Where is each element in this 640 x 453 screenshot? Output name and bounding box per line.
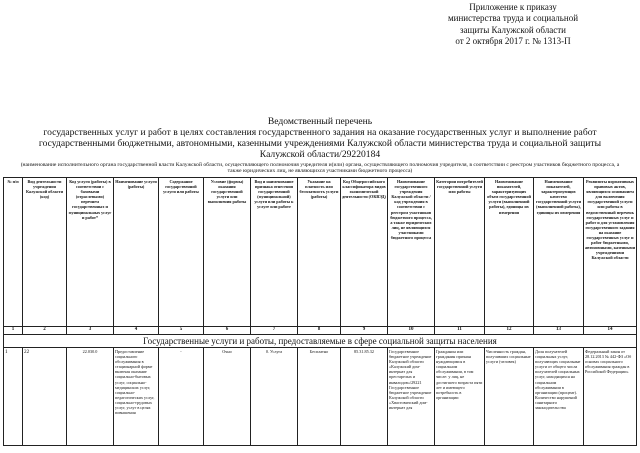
column-number: 9 <box>341 327 388 335</box>
header-cell: Категории потребителей государственной услуги или работы <box>435 178 485 327</box>
table-cell: - <box>159 348 204 446</box>
section-heading: Государственные услуги и работы, предоставляемые в сфере социальной защиты населения <box>4 335 637 348</box>
section-heading-row <box>4 335 637 348</box>
document-title-note: (наименование исполнительного органа государственной власти Калужской области, осуществляющего полномочия учредителя и(или) органа, осуществляющего полномочия учредителя, в соответствии с реестром участников бюджетного процесса, а также юридических лиц, не являющихся участниками бюджетного процесса) <box>20 161 620 175</box>
column-number: 4 <box>114 327 159 335</box>
services-register-table <box>3 177 637 446</box>
header-cell: Наименование государственного учреждения Калужской области / код учреждения в соответствии с реестром участников бюджетного процесса, а также юридических лиц, не являющихся участниками бюджетного процесса <box>388 178 435 327</box>
column-number: 3 <box>67 327 114 335</box>
document-title-block <box>0 116 640 175</box>
header-cell: Наименование показателей, характеризующих объем государственной услуги (выполненной работы), единицы их измерения <box>485 178 534 327</box>
header-cell: № п/п <box>4 178 23 327</box>
column-number: 13 <box>534 327 584 335</box>
column-number: 10 <box>388 327 435 335</box>
table-cell: 22 <box>23 348 67 446</box>
header-cell: Наименование услуги (работы) <box>114 178 159 327</box>
order-annex-note <box>408 2 618 47</box>
table-cell: 22.030.0 <box>67 348 114 446</box>
column-number: 7 <box>251 327 298 335</box>
header-cell: Условие (формы) оказания государственной услуги или выполнения работы <box>204 178 251 327</box>
column-number: 5 <box>159 327 204 335</box>
header-cell: Реквизиты нормативных правовых актов, являющихся основанием для включения государственной услуги или работы в ведомственный перечень государственных услуг и работ и для установления государственного задания на оказание государственных услуг и работ бюджетными, автономными, казенными учреждениями Калужской области <box>584 178 637 327</box>
column-number: 2 <box>23 327 67 335</box>
table-cell: Гражданин или гражданин признан нуждающимся в социальном обслуживании, в том числе: у лиц, не достигшего возраста пяти лет и имеющего потребность в организации <box>435 348 485 446</box>
table-cell: Государственное бюджетное учреждение Калужской области «Калужский дом-интернат для престарелых и инвалидов»/29221 Государственное бюджетное учреждение Калужской области «Хвастовичский дом-интернат для <box>388 348 435 446</box>
header-cell: Код Общероссийского классификатора видов экономической деятельности (ОКВЭД) <box>341 178 388 327</box>
table-cell: Численность граждан, получивших социальные услуги (человек) <box>485 348 534 446</box>
table-cell: Бесплатно <box>298 348 341 446</box>
column-number-row <box>4 327 637 335</box>
header-cell: Вид деятельности учреждения Калужской области (код) <box>23 178 67 327</box>
annex-line-4: от 2 октября 2017 г. № 1313-П <box>455 35 571 46</box>
document-subtitle: государственных услуг и работ в целях составления государственного задания на оказание государственных услуг и выполнение работ государственными бюджетными, автономными, казенными учреждениями Калужской области министерства труда и социальной защиты Калужской области/29220184 <box>38 127 602 161</box>
column-number: 8 <box>298 327 341 335</box>
column-number: 1 <box>4 327 23 335</box>
table-header-row <box>4 178 637 327</box>
table-cell: 0. Услуга <box>251 348 298 446</box>
header-cell: Код услуги (работы) в соответствии с базовыми (отраслевыми) перечнем государственных и муниципальных услуг и работ* <box>67 178 114 327</box>
annex-line-3: защиты Калужской области <box>460 24 566 35</box>
annex-line-2: министерства труда и социальной <box>447 13 579 24</box>
header-cell: Вид и наименование признака отнесения государственной (муниципальной) услуги или работы к услуге или работе <box>251 178 298 327</box>
column-number: 12 <box>485 327 534 335</box>
header-cell: Содержание государственной услуги или работы <box>159 178 204 327</box>
column-number: 6 <box>204 327 251 335</box>
table-cell: Федеральный закон от 28.12.2013 № 442-ФЗ «Об основах социального обслуживания граждан в Российской Федерации» <box>584 348 637 446</box>
table-cell: Очно <box>204 348 251 446</box>
table-row <box>4 348 637 446</box>
table-cell: 85.31.85.32 <box>341 348 388 446</box>
header-cell: Наименование показателей, характеризующих качество государственной услуги (выполненной работы), единицы их измерения <box>534 178 584 327</box>
table-cell: Доля получателей социальных услуг, получающих социальные услуги от общего числа получателей социальных услуг, находящихся на социальном обслуживании в организации (процент). Количество нарушений санитарного законодательства <box>534 348 584 446</box>
column-number: 14 <box>584 327 637 335</box>
table-cell: Предоставление социального обслуживания в стационарной форме включая оказание социально-бытовых услуг, социально-медицинских услуг, социально-педагогических услуг, социально-трудовых услуг, услуг в целях повышения <box>114 348 159 446</box>
annex-line-1: Приложение к приказу <box>469 2 557 12</box>
document-title: Ведомственный перечень <box>267 116 373 127</box>
header-cell: Указание на платность или бесплатность услуги (работы) <box>298 178 341 327</box>
column-number: 11 <box>435 327 485 335</box>
table-cell: 1 <box>4 348 23 446</box>
